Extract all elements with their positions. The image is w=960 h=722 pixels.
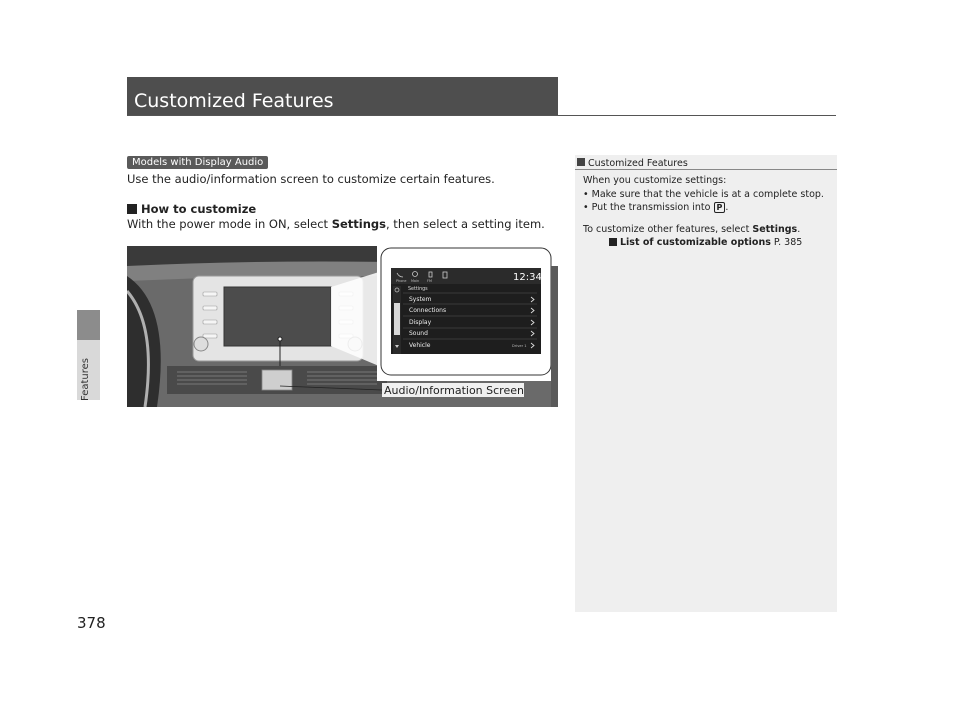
note-bullet-2-pre: Put the transmission into [591, 202, 714, 213]
note-bullet-1-text: Make sure that the vehicle is at a complete stop. [591, 188, 824, 200]
model-badge: Models with Display Audio [127, 156, 268, 169]
note-body [583, 174, 833, 250]
instruction-settings: Settings [331, 217, 386, 231]
note-bullet-2-post: . [725, 202, 729, 213]
screen-icon-main-label: Main [411, 279, 420, 283]
screen-item-display: Display [409, 319, 432, 326]
subheading [127, 202, 256, 216]
header-rule [127, 115, 836, 116]
screen-heading: Settings [408, 287, 428, 292]
square-bullet-icon [127, 204, 137, 214]
park-key: P [714, 202, 726, 213]
screen-vehicle-tag: Driver 1 [512, 344, 527, 348]
page-title: Customized Features [134, 90, 334, 112]
dashboard-illustration [127, 246, 558, 407]
note-title [577, 158, 688, 169]
section-label: Features [80, 358, 91, 401]
section-tab [77, 310, 100, 340]
instruction-pre: With the power mode in ON, select [127, 217, 332, 231]
instruction-post: , then select a setting item. [386, 217, 545, 231]
note-settings: Settings [752, 223, 798, 235]
note-bullet-1: • Make sure that the vehicle is at a complete stop. [583, 188, 824, 200]
page-number: 378 [77, 614, 106, 632]
reference-page[interactable]: P. 385 [770, 237, 803, 248]
note-line-1: When you customize settings: [583, 175, 727, 186]
subheading-text: How to customize [141, 202, 257, 216]
screen-item-system: System [409, 296, 432, 303]
screen-icon-phone-label: Phone [396, 279, 407, 283]
intro-text: Use the audio/information screen to customize certain features. [127, 172, 495, 186]
instruction-text [127, 217, 545, 231]
note-rule [575, 169, 837, 170]
reference-text[interactable]: List of customizable options [620, 237, 771, 248]
note-bullet-2: • Put the transmission into P . [583, 202, 729, 213]
screen-icon-fm-label: FM [427, 279, 432, 283]
note-marker-icon [577, 158, 585, 166]
note-line-2 [583, 223, 833, 237]
note-title-text: Customized Features [588, 158, 688, 169]
reference-arrow-icon [609, 238, 617, 246]
callout-label: Audio/Information Screen [384, 384, 524, 397]
screen-item-sound: Sound [409, 330, 428, 337]
screen-item-connections: Connections [409, 307, 447, 314]
note-line-2-post: . [797, 223, 801, 235]
note-line-2-pre: To customize other features, select [583, 223, 753, 235]
screen-item-vehicle: Vehicle [409, 342, 431, 349]
note-reference-link[interactable] [583, 236, 833, 250]
screen-clock: 12:34 [513, 272, 542, 283]
